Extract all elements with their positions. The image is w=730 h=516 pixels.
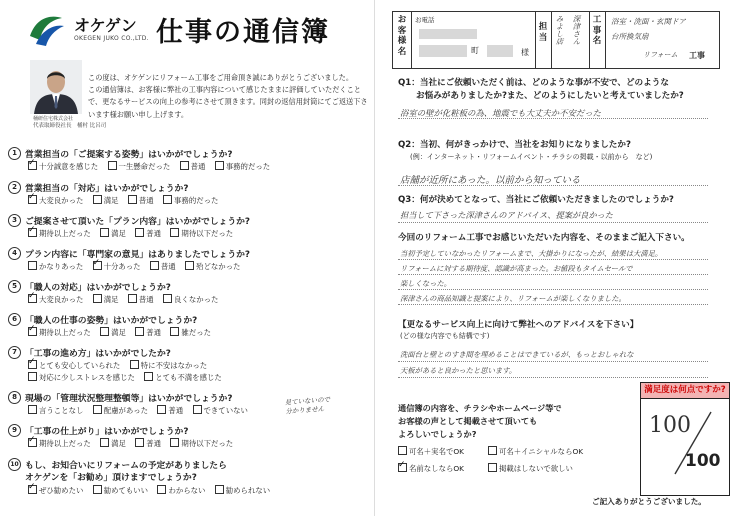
advice-sub: (どの様な内容でも結構です): [400, 332, 490, 340]
checkbox[interactable]: [135, 327, 144, 336]
impression-answer-3[interactable]: 楽しくなった。: [400, 279, 452, 288]
advice-label: 【更なるサービス向上に向けて弊社へのアドバイスを下さい】: [398, 320, 639, 330]
checkbox[interactable]: [157, 405, 166, 414]
q1-answer[interactable]: 浴室の壁が化粧板の為、地震でも大丈夫か不安だった: [400, 108, 601, 118]
checkbox[interactable]: [28, 405, 37, 414]
logo-text: オケゲン: [74, 16, 137, 35]
answer-line: [398, 222, 708, 223]
question-text: 「工事の進め方」はいかがでしたか?: [25, 349, 171, 359]
tanto-value-cell: [551, 12, 590, 68]
checkbox[interactable]: [157, 485, 166, 494]
option[interactable]: 言うことなし: [28, 405, 83, 416]
publish-option-4[interactable]: 掲載はしないで欲しい: [488, 463, 573, 474]
president-photo: [30, 60, 82, 114]
question-number: 4: [8, 247, 21, 260]
koji-value-3: リフォーム: [643, 51, 678, 59]
checkbox[interactable]: [488, 446, 497, 455]
answer-options: [28, 161, 277, 172]
answer-options: [28, 405, 255, 416]
answer-options: [28, 195, 225, 206]
option[interactable]: 普通: [135, 438, 161, 449]
checkbox[interactable]: [93, 405, 102, 414]
option[interactable]: 満足: [100, 327, 126, 338]
option[interactable]: 雑だった: [170, 327, 211, 338]
koji-label: 工事名: [592, 15, 602, 46]
publish-option-1[interactable]: 可名＋実名でOK: [398, 446, 464, 457]
company-name: 桶研住宅株式会社: [33, 116, 74, 122]
checkbox[interactable]: [93, 485, 102, 494]
checkbox[interactable]: [100, 438, 109, 447]
checkbox[interactable]: [170, 327, 179, 336]
impression-label: 今回のリフォーム工事でお感じいただいた内容を、そのままご記入下さい。: [398, 233, 690, 243]
checkbox[interactable]: [193, 405, 202, 414]
answer-line: [398, 361, 708, 362]
answer-options: [28, 327, 218, 338]
checkbox[interactable]: [128, 195, 137, 204]
option[interactable]: ✓ぜひ勧めたい: [28, 485, 83, 496]
answer-options: [28, 228, 240, 239]
footer-thanks: ご記入ありがとうございました。: [592, 497, 706, 506]
intro-text: [88, 72, 370, 121]
option[interactable]: 普通: [128, 195, 154, 206]
option[interactable]: 満足: [93, 195, 119, 206]
intro-line-2: この通信簿は、お客様に弊社の工事内容について感じたままに評価していただくことで、更なるサービスの向上の参考にさせて頂きます。同封の返信用封筒にてご返送下さいます様お願い申し上げます。: [88, 85, 368, 119]
satisfaction-max: 100: [685, 451, 721, 471]
option[interactable]: 普通: [135, 228, 161, 239]
checkbox[interactable]: [488, 463, 497, 472]
option[interactable]: ✓期待以上だった: [28, 327, 91, 338]
option[interactable]: 勧めてもいい: [93, 485, 148, 496]
redacted-name: [419, 45, 467, 57]
checkbox[interactable]: [135, 228, 144, 237]
checkbox[interactable]: [163, 294, 172, 303]
option[interactable]: 殆どなかった: [185, 261, 240, 272]
checkbox-checked[interactable]: [93, 261, 102, 270]
checkbox[interactable]: [185, 261, 194, 270]
q3-label: Q3：何が決めてとなって、当社にご依頼いただきましたのでしょうか?: [398, 195, 674, 205]
q3-answer[interactable]: 担当して下さった深津さんのアドバイス、提案が良かった: [400, 210, 613, 220]
satisfaction-box: [640, 382, 730, 496]
option[interactable]: 普通: [128, 294, 154, 305]
question-number: 3: [8, 214, 21, 227]
option[interactable]: できていない: [193, 405, 248, 416]
customer-name-cell: [411, 12, 536, 68]
tanto-value-2: 深津さん: [572, 15, 581, 45]
redacted-name-2: [487, 45, 513, 57]
checkbox[interactable]: [180, 161, 189, 170]
publish-option-3[interactable]: ✓名前なしならOK: [398, 463, 464, 474]
q1-label-line2: お悩みがありましたか?また、どのようにしたいと考えていましたか?: [416, 91, 684, 101]
slash-icon: [641, 398, 729, 495]
q1-label: Q1：当社にご依頼いただく前は、どのような事が不安で、どのような: [398, 78, 669, 88]
question-text-line2: オケゲンを「お勧め」頂けますでしょうか?: [25, 473, 197, 483]
checkbox[interactable]: [93, 294, 102, 303]
option[interactable]: ✓とても安心していられた: [28, 360, 120, 371]
option[interactable]: 満足: [100, 438, 126, 449]
logo-subtext: OKEGEN JUKO CO.,LTD.: [74, 35, 149, 42]
checkbox[interactable]: [28, 372, 37, 381]
answer-line: [398, 259, 708, 260]
checkbox-checked[interactable]: [28, 294, 37, 303]
question-text: もし、お知合いにリフォームの予定がありましたら: [25, 461, 227, 471]
page-divider: [374, 0, 375, 516]
impression-answer-2[interactable]: リフォームに対する期待度、認識が高まった。お値段もタイムセールで: [400, 264, 633, 273]
option[interactable]: 期待以下だった: [170, 228, 233, 239]
checkbox[interactable]: [108, 161, 117, 170]
answer-line: [398, 118, 708, 119]
koji-suffix: 工事: [689, 51, 705, 60]
checkbox-checked[interactable]: [28, 485, 37, 494]
checkbox[interactable]: [150, 261, 159, 270]
checkbox-checked[interactable]: [28, 360, 37, 369]
q2-sub: (例：インターネット・リフォームイベント・チラシの掲載・以前から など): [410, 153, 653, 161]
checkbox[interactable]: [130, 360, 139, 369]
koji-value-1: 浴室・洗面・玄関ドア: [611, 17, 686, 26]
answer-line: [398, 185, 708, 186]
satisfaction-score[interactable]: 100: [649, 413, 691, 438]
option[interactable]: ✓大変良かった: [28, 294, 83, 305]
option[interactable]: 普通: [157, 405, 183, 416]
answer-line: [398, 304, 708, 305]
option[interactable]: 勧められない: [215, 485, 270, 496]
option[interactable]: かなりあった: [28, 261, 83, 272]
tanto-label-cell: [535, 12, 552, 68]
question-text: プラン内容に「専門家の意見」はありましたでしょうか?: [25, 250, 251, 260]
answer-line: [398, 377, 708, 378]
option[interactable]: ✓期待以上だった: [28, 228, 91, 239]
checkbox[interactable]: [128, 294, 137, 303]
question-text: 営業担当の「対応」はいかがでしょうか?: [25, 184, 189, 194]
option[interactable]: 期待以下だった: [170, 438, 233, 449]
checkbox[interactable]: [93, 195, 102, 204]
option[interactable]: ✓ 十分あった: [93, 261, 141, 272]
handwritten-note-q8: 見ていないので 分かりません: [284, 395, 331, 416]
question-number: 2: [8, 181, 21, 194]
option[interactable]: 事務的だった: [163, 195, 218, 206]
option[interactable]: 良くなかった: [163, 294, 218, 305]
satisfaction-title: 満足度は何点ですか?: [641, 383, 729, 399]
option[interactable]: ✓十分誠意を感じた: [28, 161, 98, 172]
option[interactable]: ✓大変良かった: [28, 195, 83, 206]
question-text: 現場の「管理状況整理整頓等」はいかがでしょうか?: [25, 394, 233, 404]
checkbox-checked[interactable]: [28, 161, 37, 170]
option[interactable]: 満足: [100, 228, 126, 239]
intro-line-1: この度は、オケゲンにリフォーム工事をご用命頂き誠にありがとうございました。: [88, 73, 354, 82]
okegen-logo-icon: [26, 10, 66, 50]
answer-options: [28, 485, 277, 496]
answer-options: [28, 294, 225, 305]
impression-answer-4[interactable]: 深津さんの商品知識と提案により、リフォームが楽しくなりました。: [400, 294, 626, 303]
redacted-phone: [419, 29, 477, 39]
option[interactable]: 普通: [150, 261, 176, 272]
answer-line: [398, 289, 708, 290]
question-number: 1: [8, 147, 21, 160]
president-name: 代表取締役社長 桶村 比呂司: [33, 123, 107, 129]
option[interactable]: 普通: [180, 161, 206, 172]
right-page: [378, 0, 730, 516]
publish-question: 通信簿の内容を、チラシやホームページ等で お客様の声として掲載させて頂いても よろしいでしょうか?: [398, 403, 562, 439]
question-number: 10: [8, 458, 21, 471]
customer-label: お客様名: [397, 15, 407, 57]
checkbox[interactable]: [100, 228, 109, 237]
checkbox[interactable]: [135, 438, 144, 447]
page-title: 仕事の通信簿: [156, 17, 330, 48]
question-text: 営業担当の「ご提案する姿勢」はいかがでしょうか?: [25, 150, 233, 160]
option[interactable]: 特に不安はなかった: [130, 360, 208, 371]
option[interactable]: 普通: [135, 327, 161, 338]
advice-answer-1[interactable]: 洗面台と壁とのすき間を埋めることはできているが、もっとおしゃれな: [400, 350, 634, 359]
answer-options: [28, 438, 240, 449]
option[interactable]: とても不満を感じた: [144, 372, 222, 383]
answer-options-row2: [28, 372, 229, 383]
tanto-label: 担当: [538, 22, 548, 43]
option[interactable]: 一生懸命だった: [108, 161, 171, 172]
question-text: 「職人の仕事の姿勢」はいかがでしょうか?: [25, 316, 198, 326]
checkbox[interactable]: [28, 261, 37, 270]
question-number: 5: [8, 280, 21, 293]
option[interactable]: 配慮があった: [93, 405, 148, 416]
checkbox-checked[interactable]: [28, 327, 37, 336]
checkbox[interactable]: [215, 161, 224, 170]
checkbox[interactable]: [398, 446, 407, 455]
checkbox-checked[interactable]: [28, 228, 37, 237]
customer-label-cell: [393, 12, 412, 68]
koji-value-cell: [605, 12, 719, 68]
checkbox[interactable]: [100, 327, 109, 336]
question-text: 「職人の対応」はいかがでしょうか?: [25, 283, 171, 293]
advice-answer-2[interactable]: 天板があると良かったと思います。: [400, 366, 517, 375]
phone-label: お電話: [415, 16, 435, 24]
answer-options: [28, 360, 214, 371]
tanto-value: みよし店: [555, 15, 564, 45]
checkbox[interactable]: [170, 438, 179, 447]
question-number: 8: [8, 391, 21, 404]
answer-line: [398, 274, 708, 275]
q2-answer[interactable]: 店舗が近所にあった。以前から知っている: [400, 175, 581, 186]
checkbox[interactable]: [170, 228, 179, 237]
checkbox-checked[interactable]: [398, 463, 407, 472]
option[interactable]: わからない: [157, 485, 205, 496]
q2-label: Q2：当初、何がきっかけで、当社をお知りになりましたか?: [398, 140, 631, 150]
customer-suffix: 町: [471, 46, 479, 55]
option[interactable]: 対応に少しストレスを感じた: [28, 372, 135, 383]
checkbox[interactable]: [163, 195, 172, 204]
option[interactable]: 満足: [93, 294, 119, 305]
question-number: 7: [8, 346, 21, 359]
sama-label: 様: [521, 48, 529, 57]
checkbox-checked[interactable]: [28, 438, 37, 447]
question-text: ご提案させて頂いた「プラン内容」はいかがでしょうか?: [25, 217, 251, 227]
answer-options: [28, 261, 247, 272]
checkbox[interactable]: [215, 485, 224, 494]
checkbox[interactable]: [144, 372, 153, 381]
checkbox-checked[interactable]: [28, 195, 37, 204]
question-number: 6: [8, 313, 21, 326]
question-number: 9: [8, 424, 21, 437]
question-text: 「工事の仕上がり」はいかがでしょうか?: [25, 427, 189, 437]
impression-answer-1[interactable]: 当初予定していなかったリフォームまで、大掛かりになったが、結果は大満足。: [400, 249, 663, 258]
koji-value-2: 台所換気扇: [611, 32, 649, 41]
option[interactable]: ✓期待以上だった: [28, 438, 91, 449]
publish-option-2[interactable]: 可名＋イニシャルならOK: [488, 446, 583, 457]
option[interactable]: 事務的だった: [215, 161, 270, 172]
koji-label-cell: [589, 12, 606, 68]
customer-info-box: [392, 11, 720, 69]
